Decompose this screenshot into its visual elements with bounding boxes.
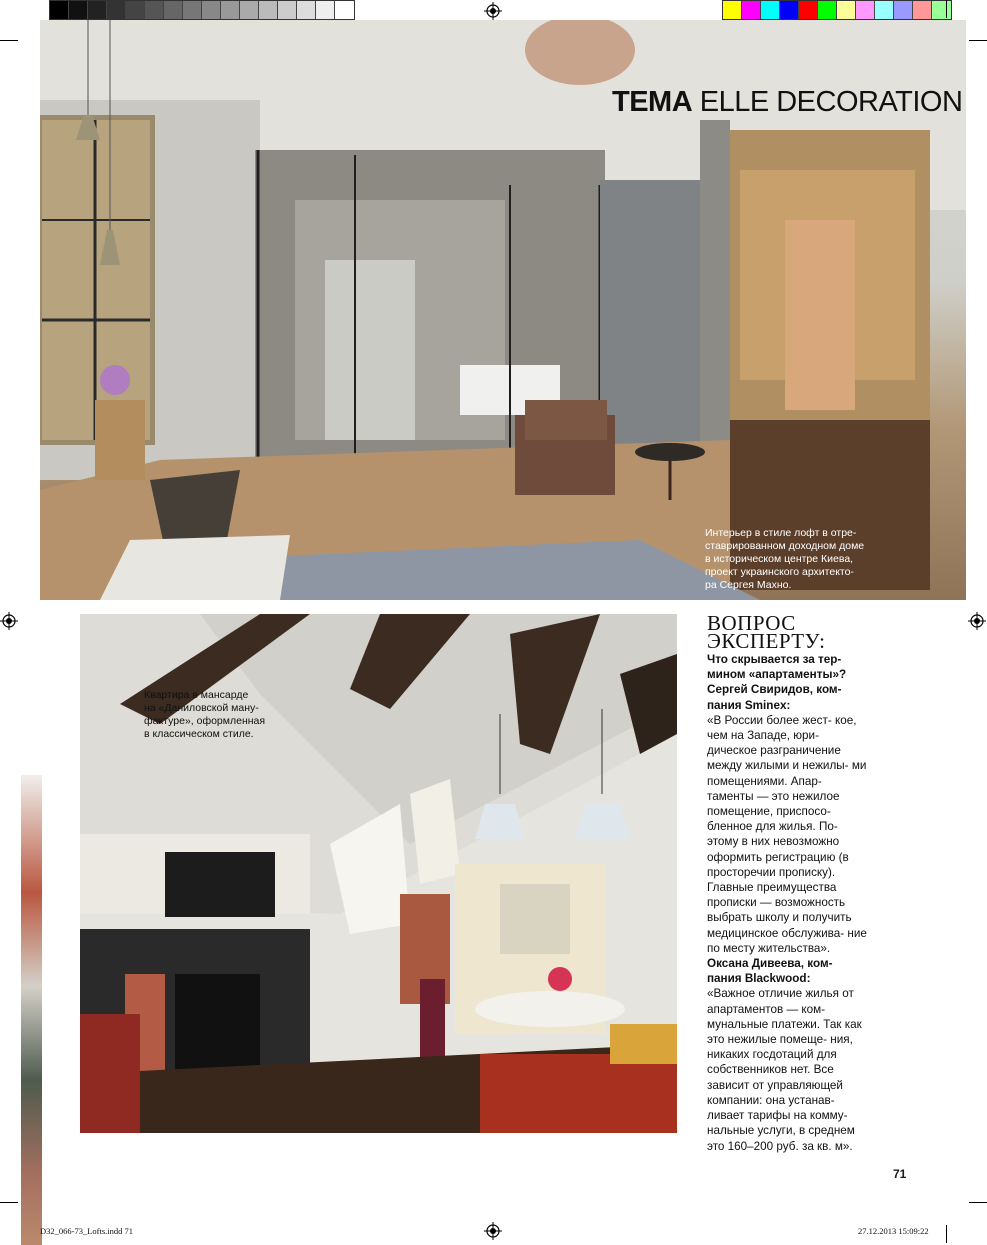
gray-swatch <box>88 1 107 19</box>
crop-mark <box>969 1202 987 1203</box>
header-title-light: ELLE DECORATION <box>699 86 963 118</box>
header-title-bold: TEMA <box>612 86 693 118</box>
gray-swatch <box>240 1 259 19</box>
color-swatch <box>799 1 818 19</box>
color-registration-bar <box>722 0 952 20</box>
color-swatch <box>818 1 837 19</box>
attic-apartment-photo <box>80 614 677 1133</box>
section-header <box>612 86 962 119</box>
gray-swatch <box>297 1 316 19</box>
gray-swatch <box>107 1 126 19</box>
gray-swatch <box>50 1 69 19</box>
gray-swatch <box>316 1 335 19</box>
sidebar-heading: ВОПРОС ЭКСПЕРТУ: <box>707 611 826 653</box>
color-swatch <box>894 1 913 19</box>
color-swatch <box>723 1 742 19</box>
registration-mark-left-icon <box>0 612 18 630</box>
gray-swatch <box>221 1 240 19</box>
color-swatch <box>932 1 951 19</box>
crop-mark <box>946 0 947 18</box>
expert-1-name: Сергей Свиридов, ком- пания Sminex: <box>707 683 842 712</box>
gray-swatch <box>259 1 278 19</box>
gray-registration-bar <box>49 0 355 20</box>
gray-swatch <box>183 1 202 19</box>
color-swatch <box>761 1 780 19</box>
registration-mark-right-icon <box>968 612 986 630</box>
top-photo-caption: Интерьер в стиле лофт в отре- ставрированном доходном доме в историческом центре Киева, проект украинского архитекто- ра Сергея Махно. <box>705 527 865 591</box>
slug-date: 27.12.2013 15:09:22 <box>858 1226 929 1236</box>
expert-2-answer: «Важное отличие жилья от апартаментов — ком- мунальные платежи. Так как это нежилые помеще- ния, никаких госдотаций для собственников нет. Все зависит от управляющей компании: она устанав- ливает тарифы на комму- нальные услуги, в среднем это 160–200 руб. за кв. м». <box>707 987 862 1153</box>
crop-mark <box>0 1202 18 1203</box>
sidebar-question: Что скрывается за тер- мином «апартаменты»? <box>707 653 847 682</box>
expert-2-name: Оксана Дивеева, ком- пания Blackwood: <box>707 957 833 986</box>
color-swatch <box>913 1 932 19</box>
bottom-photo-caption: Квартира в мансарде на «Даниловской ману- фактуре», оформленная в классическом стиле. <box>144 689 266 740</box>
crop-mark <box>946 1225 947 1243</box>
gray-swatch <box>145 1 164 19</box>
adjacent-page-photo-sliver <box>21 775 42 1245</box>
color-swatch <box>837 1 856 19</box>
crop-mark <box>969 40 987 41</box>
expert-1-answer: «В России более жест- кое, чем на Западе, юри- дическое разграничение между жилыми и нежилы- ми помещениями. Апар- таменты — это нежилое помещение, приспосо- бленное для жилья. По- этому в них невозможно оформить регистрацию (в просторечии прописку). Главные преимущества прописки — возможность выбрать школу и получить медицинское обслужива- ние по месту жительства». <box>707 713 867 955</box>
expert-sidebar <box>707 611 867 1154</box>
color-swatch <box>875 1 894 19</box>
registration-mark-top-icon <box>484 2 502 20</box>
gray-swatch <box>335 1 354 19</box>
color-swatch <box>742 1 761 19</box>
gray-swatch <box>126 1 145 19</box>
registration-mark-bottom-icon <box>484 1222 502 1240</box>
page-number: 71 <box>893 1167 907 1181</box>
gray-swatch <box>164 1 183 19</box>
gray-swatch <box>202 1 221 19</box>
color-swatch <box>856 1 875 19</box>
crop-mark <box>0 40 18 41</box>
gray-swatch <box>69 1 88 19</box>
color-swatch <box>780 1 799 19</box>
gray-swatch <box>278 1 297 19</box>
slug-file-name: D32_066-73_Lofts.indd 71 <box>40 1226 134 1236</box>
